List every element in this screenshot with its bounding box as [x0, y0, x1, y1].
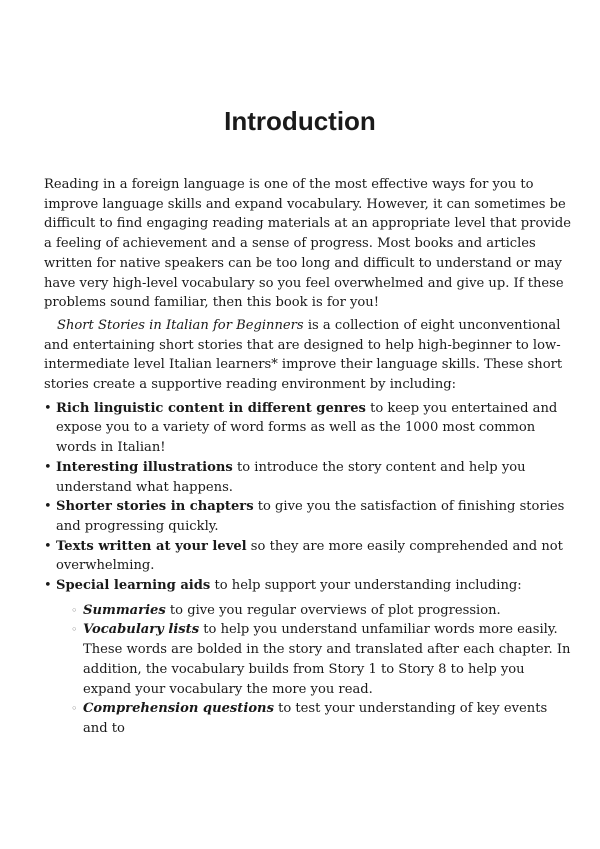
bullet-icon: •	[44, 400, 52, 416]
aid-text: to give you regular overviews of plot progression.	[165, 602, 501, 618]
feature-text: to introduce the story content and help you understand what happens.	[56, 459, 526, 495]
feature-heading: Texts written at your level	[56, 538, 247, 554]
page-title: Introduction	[224, 106, 376, 136]
bullet-icon: •	[44, 459, 52, 475]
book-title: Short Stories in Italian for Beginners	[57, 317, 304, 333]
feature-text: to help support your understanding including:	[210, 578, 522, 594]
aid-text: to test your understanding of key events and to	[83, 701, 548, 736]
list-item	[71, 620, 574, 699]
feature-text: to keep you entertained and expose you to a variety of word forms as well as the 1000 most common words in Italian!	[56, 400, 558, 456]
list-item	[44, 458, 574, 497]
feature-heading: Interesting illustrations	[56, 459, 233, 475]
body-text	[44, 175, 574, 739]
feature-heading: Special learning aids	[56, 578, 211, 594]
sub-bullet-icon: ◦	[71, 702, 78, 716]
features-list	[44, 399, 574, 739]
sub-bullet-icon: ◦	[71, 603, 78, 617]
bullet-icon: •	[44, 578, 52, 594]
book-description-paragraph	[44, 316, 574, 395]
bullet-icon: •	[44, 538, 52, 554]
list-item	[44, 497, 574, 536]
feature-heading: Shorter stories in chapters	[56, 499, 254, 515]
list-item	[71, 601, 574, 621]
book-description-text: is a collection of eight unconventional and entertaining short stories that are designed to help high-beginner to low-intermediate level Italian learners* improve their language skills. These short stories create a supportive reading environment by including:	[44, 317, 563, 393]
list-item	[44, 399, 574, 458]
list-item	[44, 576, 574, 739]
bullet-icon: •	[44, 499, 52, 515]
feature-heading: Rich linguistic content in different genres	[56, 400, 366, 416]
intro-paragraph: Reading in a foreign language is one of the most effective ways for you to improve language skills and expand vocabulary. However, it can sometimes be difficult to find engaging reading materials at an appropriate level that provide a feeling of achievement and a sense of progress. Most books and articles written for native speakers can be too long and difficult to understand or may have very high-level vocabulary so you feel overwhelmed and give up. If these problems sound familiar, then this book is for you!	[44, 177, 572, 311]
aid-heading: Vocabulary lists	[83, 622, 200, 638]
learning-aids-list	[71, 601, 574, 739]
list-item	[44, 537, 574, 576]
list-item	[71, 699, 574, 738]
feature-text: to give you the satisfaction of finishing stories and progressing quickly.	[56, 499, 565, 534]
aid-heading: Summaries	[83, 602, 166, 618]
feature-text: so they are more easily comprehended and not overwhelming.	[56, 538, 563, 574]
aid-text: to help you understand unfamiliar words more easily. These words are bolded in the story and translated after each chapter. In addition, the vocabulary builds from Story 1 to Story 8 to help you expand your vocabulary the more you read.	[83, 622, 571, 697]
aid-heading: Comprehension questions	[83, 701, 274, 717]
sub-bullet-icon: ◦	[71, 623, 78, 637]
